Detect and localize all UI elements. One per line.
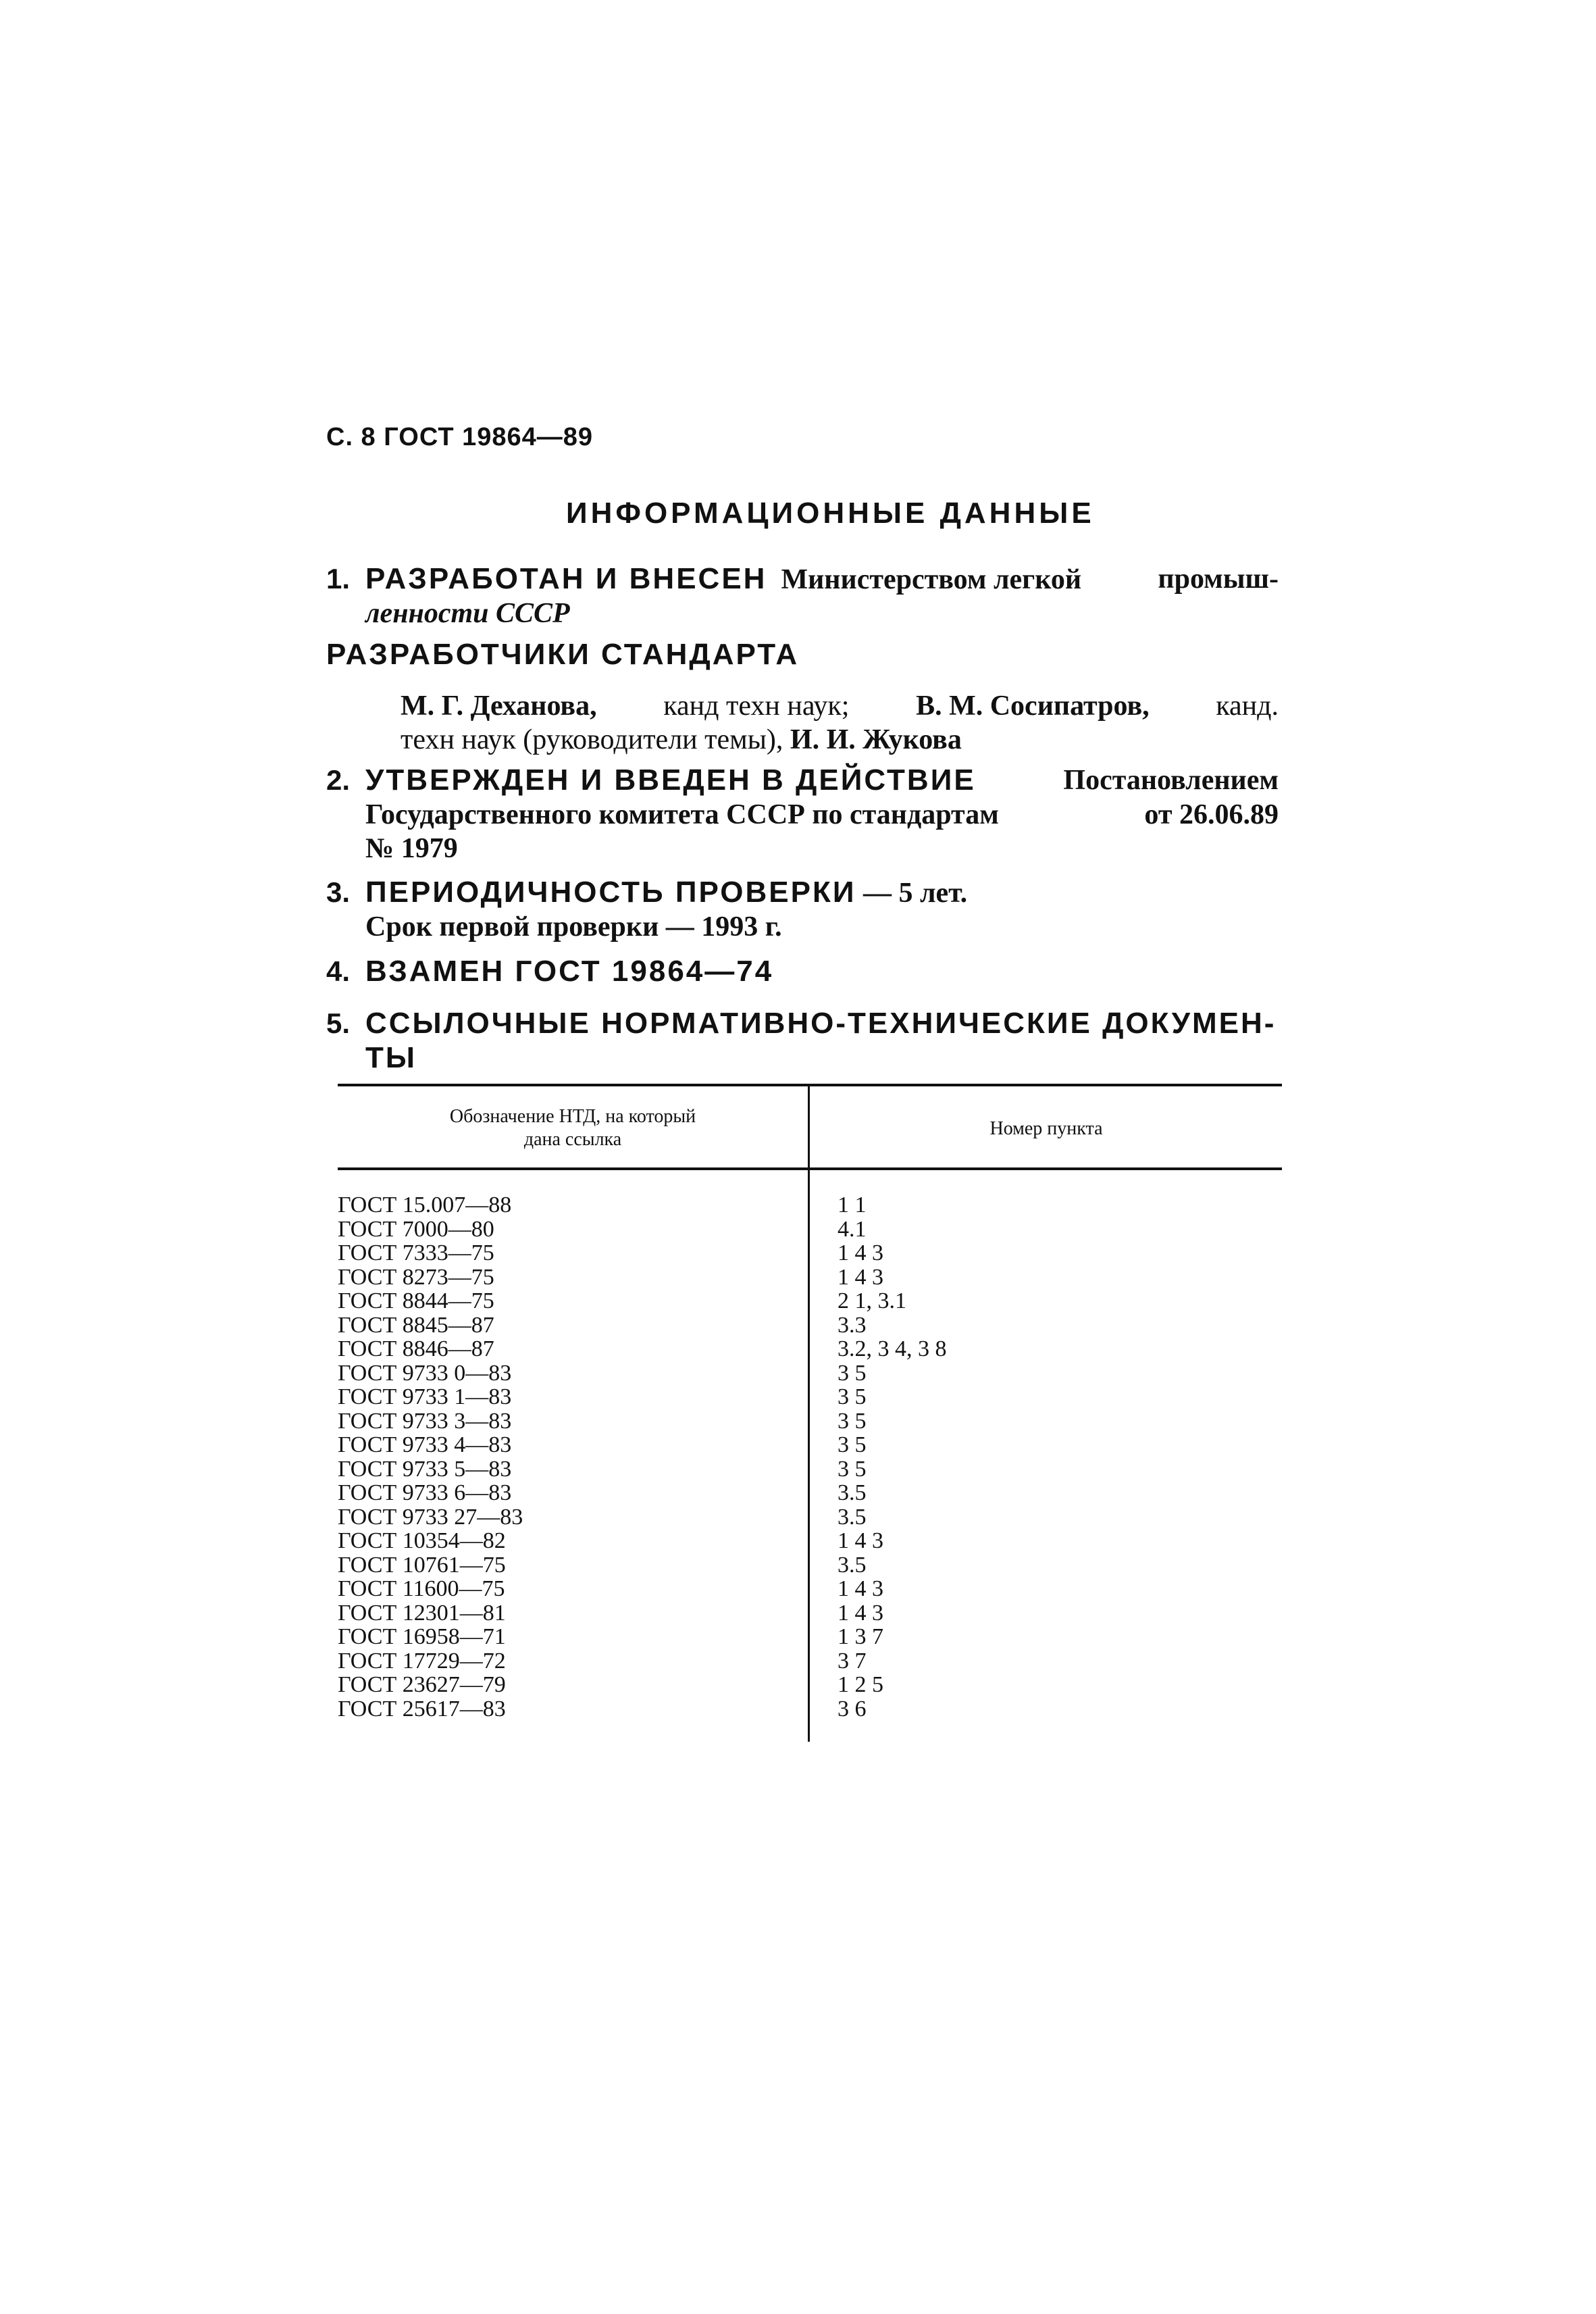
item-4 — [326, 955, 1279, 989]
cell-item-number: 1 1 — [838, 1192, 867, 1217]
cell-item-number: 1 2 5 — [838, 1672, 883, 1697]
cell-item-number: 3 5 — [838, 1456, 867, 1482]
cell-document: ГОСТ 9733 0—83 — [338, 1360, 512, 1386]
item-3-text: — 5 лет. — [863, 878, 968, 909]
cell-document: ГОСТ 11600—75 — [338, 1576, 505, 1601]
column-header-document-line-1: Обозначение НТД, на который — [449, 1106, 696, 1127]
cell-item-number: 3.5 — [838, 1480, 867, 1505]
cell-document: ГОСТ 9733 4—83 — [338, 1432, 512, 1457]
column-header-item: Номер пункта — [989, 1118, 1103, 1139]
column-header-document-line-2: дана ссылка — [523, 1129, 622, 1150]
cell-item-number: 1 4 3 — [838, 1528, 883, 1553]
item-3-caption: ПЕРИОДИЧНОСТЬ ПРОВЕРКИ — [365, 876, 856, 909]
cell-item-number: 1 4 3 — [838, 1264, 883, 1290]
cell-item-number: 1 4 3 — [838, 1576, 883, 1601]
cell-item-number: 3 7 — [838, 1648, 867, 1674]
developer-2-degree: канд. — [1216, 690, 1279, 722]
cell-document: ГОСТ 15.007—88 — [338, 1192, 512, 1217]
cell-document: ГОСТ 10354—82 — [338, 1528, 506, 1553]
table-row — [338, 1361, 1282, 1386]
table-row — [338, 1193, 1282, 1217]
item-1-number: 1. — [326, 563, 351, 595]
table-row — [338, 1601, 1282, 1626]
page-header: С. 8 ГОСТ 19864—89 — [326, 423, 594, 451]
table-row — [338, 1289, 1282, 1313]
table-row — [338, 1481, 1282, 1505]
table-row — [338, 1649, 1282, 1674]
developer-3-name: И. И. Жукова — [790, 724, 962, 755]
cell-item-number: 3 5 — [838, 1384, 867, 1409]
table-row — [338, 1409, 1282, 1434]
developer-1-degree: канд техн наук; — [663, 690, 850, 722]
column-header-document — [338, 1105, 808, 1151]
table-row — [338, 1217, 1282, 1242]
developers-list — [401, 689, 1279, 757]
item-2-line-2: Государственного комитета СССР по стандартам — [365, 799, 999, 830]
table-row — [338, 1625, 1282, 1649]
cell-document: ГОСТ 7000—80 — [338, 1216, 494, 1242]
table-row — [338, 1457, 1282, 1482]
item-5-caption-line-2: ТЫ — [365, 1041, 417, 1074]
table-header — [338, 1086, 1282, 1170]
item-2-caption: УТВЕРЖДЕН И ВВЕДЕН В ДЕЙСТВИЕ — [365, 763, 976, 797]
cell-document: ГОСТ 7333—75 — [338, 1240, 494, 1265]
table-row — [338, 1241, 1282, 1265]
item-2-number: 2. — [326, 764, 351, 796]
cell-item-number: 1 4 3 — [838, 1600, 883, 1626]
item-3-number: 3. — [326, 876, 351, 908]
cell-item-number: 3 6 — [838, 1696, 867, 1721]
table-row — [338, 1553, 1282, 1578]
cell-document: ГОСТ 8844—75 — [338, 1288, 494, 1313]
cell-document: ГОСТ 25617—83 — [338, 1696, 506, 1721]
table-row — [338, 1433, 1282, 1457]
table-row — [338, 1337, 1282, 1361]
cell-document: ГОСТ 8273—75 — [338, 1264, 494, 1290]
developers-heading-block — [326, 638, 1279, 672]
cell-item-number: 1 4 3 — [838, 1240, 883, 1265]
cell-item-number: 1 3 7 — [838, 1624, 883, 1649]
cell-item-number: 3.3 — [838, 1312, 867, 1338]
table-row — [338, 1529, 1282, 1553]
cell-document: ГОСТ 23627—79 — [338, 1672, 506, 1697]
cell-document: ГОСТ 9733 27—83 — [338, 1504, 523, 1530]
item-1-text-end: промыш- — [1158, 563, 1279, 595]
cell-document: ГОСТ 10761—75 — [338, 1552, 506, 1578]
developers-line-2: техн наук (руководители темы), — [401, 724, 783, 755]
cell-item-number: 3 5 — [838, 1360, 867, 1386]
section-title: ИНФОРМАЦИОННЫЕ ДАННЫЕ — [566, 497, 1095, 530]
table-row — [338, 1697, 1282, 1721]
item-5-caption: ССЫЛОЧНЫЕ НОРМАТИВНО-ТЕХНИЧЕСКИЕ ДОКУМЕН- — [365, 1007, 1277, 1040]
table-row — [338, 1313, 1282, 1338]
table-row — [338, 1505, 1282, 1530]
item-5 — [326, 1007, 1279, 1076]
cell-document: ГОСТ 9733 3—83 — [338, 1408, 512, 1434]
cell-item-number: 4.1 — [838, 1216, 867, 1242]
table-row — [338, 1673, 1282, 1697]
table-row — [338, 1265, 1282, 1290]
cell-document: ГОСТ 9733 1—83 — [338, 1384, 512, 1409]
item-4-number: 4. — [326, 955, 351, 987]
cell-document: ГОСТ 12301—81 — [338, 1600, 506, 1626]
developer-2-name: В. М. Сосипатров, — [916, 690, 1150, 722]
developer-1-name: М. Г. Деханова, — [401, 690, 597, 722]
cell-document: ГОСТ 9733 6—83 — [338, 1480, 512, 1505]
item-1-line-2: ленности СССР — [365, 598, 570, 629]
item-3 — [326, 876, 1279, 944]
cell-document: ГОСТ 16958—71 — [338, 1624, 506, 1649]
table-row — [338, 1385, 1282, 1409]
item-1-caption: РАЗРАБОТАН И ВНЕСЕН — [365, 562, 767, 595]
item-2 — [326, 763, 1279, 865]
item-2-number-doc: № 1979 — [365, 833, 458, 864]
cell-document: ГОСТ 8846—87 — [338, 1336, 494, 1361]
item-2-text: Постановлением — [1063, 765, 1279, 796]
table-body — [338, 1193, 1282, 1721]
item-2-date: от 26.06.89 — [1144, 799, 1279, 830]
cell-item-number: 2 1, 3.1 — [838, 1288, 906, 1313]
references-table — [338, 1084, 1282, 1742]
item-1-text: Министерством легкой — [781, 564, 1082, 595]
item-4-caption: ВЗАМЕН ГОСТ 19864—74 — [365, 955, 774, 988]
cell-item-number: 3.2, 3 4, 3 8 — [838, 1336, 947, 1361]
cell-item-number: 3 5 — [838, 1408, 867, 1434]
cell-document: ГОСТ 9733 5—83 — [338, 1456, 512, 1482]
cell-item-number: 3.5 — [838, 1552, 867, 1578]
cell-item-number: 3 5 — [838, 1432, 867, 1457]
table-row — [338, 1577, 1282, 1601]
developers-heading: РАЗРАБОТЧИКИ СТАНДАРТА — [326, 638, 800, 671]
cell-document: ГОСТ 8845—87 — [338, 1312, 494, 1338]
item-3-line-2: Срок первой проверки — 1993 г. — [365, 911, 782, 942]
cell-item-number: 3.5 — [838, 1504, 867, 1530]
item-1 — [326, 562, 1279, 630]
item-5-number: 5. — [326, 1007, 351, 1039]
cell-document: ГОСТ 17729—72 — [338, 1648, 506, 1674]
